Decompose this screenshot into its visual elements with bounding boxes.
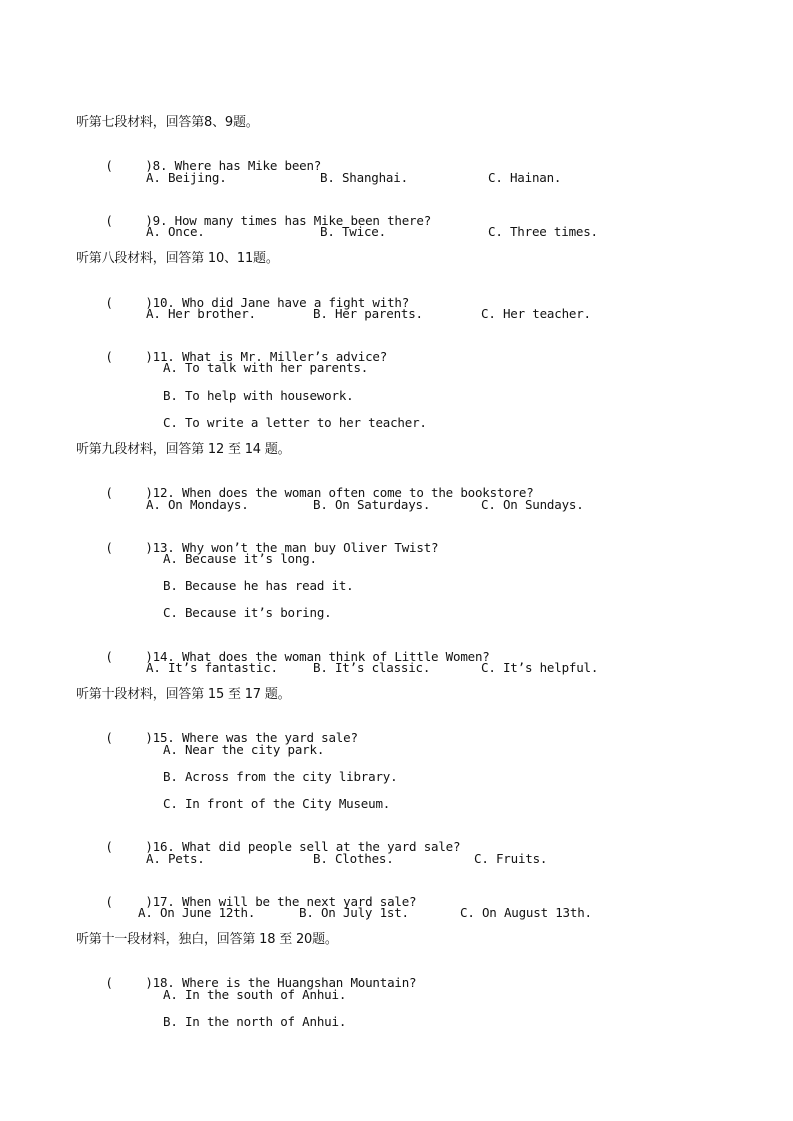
question-number: )13. bbox=[145, 540, 175, 555]
option-b: B. In the north of Anhui. bbox=[163, 1014, 347, 1029]
question-text: Why won’t the man buy Oliver Twist? bbox=[181, 540, 439, 555]
option-a: A. It’s fantastic. bbox=[146, 660, 278, 675]
section-heading-9: 听第九段材料，回答第 12 至 14 题。 bbox=[76, 442, 291, 457]
answer-blank: ( bbox=[105, 894, 113, 909]
option-b: B. Shanghai. bbox=[320, 170, 408, 185]
option-a: A. On June 12th. bbox=[138, 905, 256, 920]
option-b: B. It’s classic. bbox=[313, 660, 431, 675]
option-c: C. Three times. bbox=[488, 224, 598, 239]
option-c: C. On August 13th. bbox=[460, 905, 592, 920]
option-b: B. Across from the city library. bbox=[163, 769, 398, 784]
question-16 bbox=[76, 823, 460, 871]
question-number: )8. bbox=[145, 158, 168, 173]
question-number: )17. bbox=[145, 894, 175, 909]
question-text: Where has Mike been? bbox=[174, 158, 322, 173]
option-c: C. Her teacher. bbox=[481, 306, 591, 321]
option-a: A. Once. bbox=[146, 224, 205, 239]
answer-blank: ( bbox=[105, 158, 113, 173]
question-number: )14. bbox=[145, 649, 175, 664]
question-number: )11. bbox=[145, 349, 175, 364]
question-text: What does the woman think of Little Women? bbox=[181, 649, 490, 664]
question-number: )12. bbox=[145, 485, 175, 500]
question-text: What did people sell at the yard sale? bbox=[181, 839, 461, 854]
option-b: B. Because he has read it. bbox=[163, 578, 354, 593]
option-b: B. On Saturdays. bbox=[313, 497, 431, 512]
question-number: )15. bbox=[145, 730, 175, 745]
option-a: A. Pets. bbox=[146, 851, 205, 866]
question-text: When does the woman often come to the bookstore? bbox=[181, 485, 534, 500]
option-c: C. It’s helpful. bbox=[481, 660, 599, 675]
option-b: B. Her parents. bbox=[313, 306, 423, 321]
question-text: How many times has Mike been there? bbox=[174, 213, 432, 228]
question-number: )10. bbox=[145, 295, 175, 310]
option-c: C. On Sundays. bbox=[481, 497, 584, 512]
question-12 bbox=[76, 469, 534, 517]
answer-blank: ( bbox=[105, 730, 113, 745]
answer-blank: ( bbox=[105, 295, 113, 310]
option-b: B. Clothes. bbox=[313, 851, 394, 866]
question-number: )16. bbox=[145, 839, 175, 854]
question-text: Where was the yard sale? bbox=[181, 730, 358, 745]
section-heading-11: 听第十一段材料，独白，回答第 18 至 20题。 bbox=[76, 932, 338, 947]
option-c: C. Hainan. bbox=[488, 170, 562, 185]
answer-blank: ( bbox=[105, 975, 113, 990]
option-a: A. In the south of Anhui. bbox=[163, 987, 347, 1002]
answer-blank: ( bbox=[105, 540, 113, 555]
option-b: B. On July 1st. bbox=[299, 905, 409, 920]
question-text: What is Mr. Miller’s advice? bbox=[181, 349, 388, 364]
question-text: Where is the Huangshan Mountain? bbox=[181, 975, 417, 990]
option-a: A. Beijing. bbox=[146, 170, 227, 185]
option-a: A. Her brother. bbox=[146, 306, 256, 321]
section-heading-7: 听第七段材料，回答第8、9题。 bbox=[76, 115, 259, 130]
option-c: C. Fruits. bbox=[474, 851, 548, 866]
option-c: C. Because it’s boring. bbox=[163, 605, 332, 620]
option-a: A. Near the city park. bbox=[163, 742, 325, 757]
section-heading-10: 听第十段材料，回答第 15 至 17 题。 bbox=[76, 687, 291, 702]
option-c: C. In front of the City Museum. bbox=[163, 796, 391, 811]
answer-blank: ( bbox=[105, 349, 113, 364]
question-text: When will be the next yard sale? bbox=[181, 894, 417, 909]
question-text: Who did Jane have a fight with? bbox=[181, 295, 410, 310]
answer-blank: ( bbox=[105, 649, 113, 664]
answer-blank: ( bbox=[105, 485, 113, 500]
question-number: )9. bbox=[145, 213, 168, 228]
answer-blank: ( bbox=[105, 213, 113, 228]
section-heading-8: 听第八段材料，回答第 10、11题。 bbox=[76, 251, 279, 266]
option-b: B. To help with housework. bbox=[163, 388, 354, 403]
question-number: )18. bbox=[145, 975, 175, 990]
option-a: A. Because it’s long. bbox=[163, 551, 317, 566]
option-a: A. To talk with her parents. bbox=[163, 360, 369, 375]
option-b: B. Twice. bbox=[320, 224, 386, 239]
option-a: A. On Mondays. bbox=[146, 497, 249, 512]
option-c: C. To write a letter to her teacher. bbox=[163, 415, 427, 430]
answer-blank: ( bbox=[105, 839, 113, 854]
